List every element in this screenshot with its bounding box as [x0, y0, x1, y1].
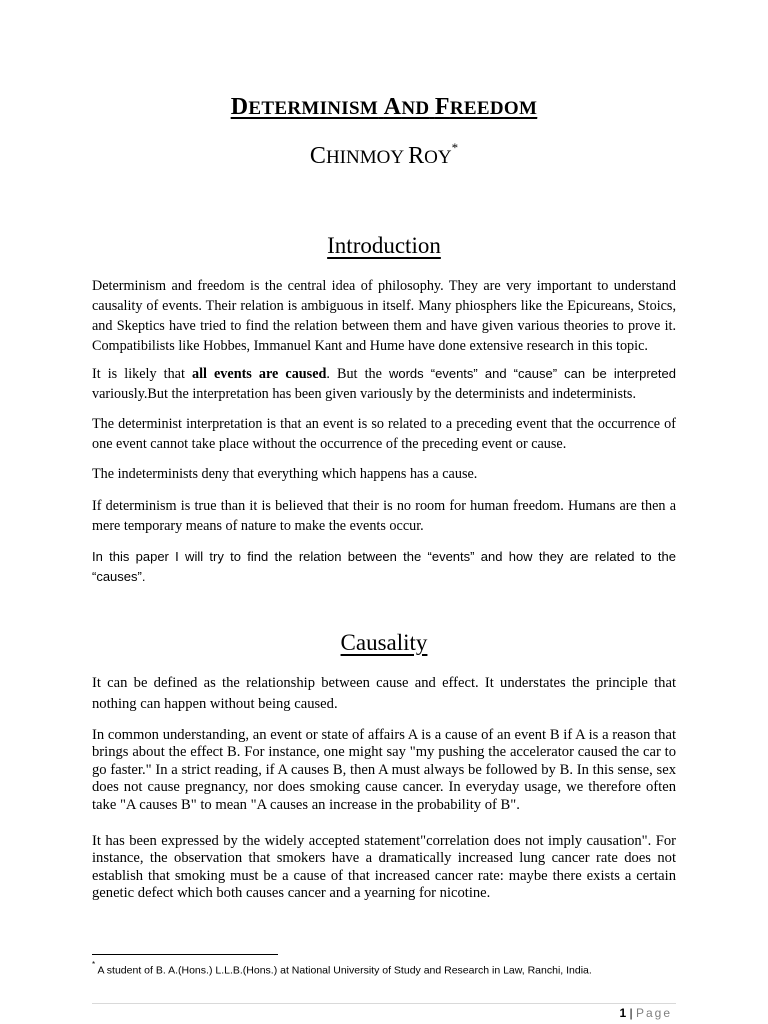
title-initial-3: F: [434, 94, 450, 120]
footnote-mark: *: [92, 960, 96, 969]
causality-paragraph-2: In common understanding, an event or state of affairs A is a cause of an event B if A is a reason that brings about the effect B. For instance, one might say "my pushing the accelerator caused the car to go faster." In a strict reading, if A causes B, then A must always be followed by B. In this sense, sex does not cause pregnancy, nor does smoking cause cancer. In everyday usage, we therefore often take "A causes B" to mean "A causes an increase in the probability of B".: [92, 727, 676, 813]
title-text: [231, 95, 537, 119]
author-initial-1: C: [309, 143, 326, 169]
author-first-name: HINMOY: [325, 147, 404, 168]
intro-p2-bold: all events are caused: [191, 366, 327, 382]
intro-p2-end: variously.But the interpretation has been given variously by the determinists and indeterminists.: [92, 386, 637, 402]
causality-paragraph-3: It has been expressed by the widely accepted statement"correlation does not imply causation". For instance, the observation that smokers have a dramatically increased lung cancer rate does not establish that smoking must be a cause of that increased cancer rate: maybe there exists a certain genetic defect which both causes cancer and a yearning for nicotine.: [92, 833, 676, 902]
causality-heading: Causality: [340, 630, 428, 655]
intro-paragraph-5: If determinism is true than it is believed that their is no room for human freedom. Humans are then a mere temporary means of nature to make the events occur.: [92, 498, 676, 534]
title-word-3: REEDOM: [449, 98, 538, 119]
title-initial-2: A: [383, 94, 402, 120]
intro-p2-start: It is likely that: [92, 366, 192, 382]
page-number-value: 1: [619, 1006, 627, 1020]
intro-paragraph-2: [92, 364, 676, 404]
intro-paragraph-6: In this paper I will try to find the relation between the “events” and how they are related to the “causes”.: [92, 549, 676, 584]
intro-paragraph-3: The determinist interpretation is that an event is so related to a preceding event that the occurrence of one event cannot take place without the occurrence of the preceding event or cause.: [92, 416, 676, 452]
footnote: [92, 962, 692, 977]
document-title: [0, 94, 768, 121]
page-label: Page: [635, 1006, 672, 1020]
intro-p2-mid: . But the: [326, 366, 389, 382]
footer-separator: [92, 1003, 676, 1004]
page-number-separator: |: [626, 1006, 636, 1020]
intro-p2-calibri: words “events” and “cause” can be interpreted: [388, 366, 676, 381]
title-word-2: ND: [401, 98, 430, 119]
causality-paragraph-1: It can be defined as the relationship between cause and effect. It understates the principle that nothing can happen without being caused.: [92, 675, 676, 712]
footnote-separator: [92, 954, 278, 955]
author-footnote-mark: *: [451, 139, 459, 155]
intro-paragraph-4: The indeterminists deny that everything which happens has a cause.: [92, 466, 478, 482]
page-number: [619, 1006, 672, 1020]
author-name: [0, 139, 768, 170]
author-initial-2: R: [408, 143, 425, 169]
footnote-text: A student of B. A.(Hons.) L.L.B.(Hons.) at National University of Study and Research in Law, Ranchi, India.: [95, 964, 592, 977]
title-initial-1: D: [230, 94, 249, 120]
title-word-1: ETERMINISM: [248, 98, 379, 119]
intro-paragraph-1: Determinism and freedom is the central idea of philosophy. They are very important to understand causality of events. Their relation is ambiguous in itself. Many phiosphers like the Epicureans, Stoics, and Skeptics have tried to find the relation between them and have given various theories to prove it. Compatibilists like Hobbes, Immanuel Kant and Hume have done extensive research in this topic.: [92, 278, 676, 354]
introduction-heading: Introduction: [327, 233, 441, 258]
author-last-name: OY: [424, 147, 452, 168]
